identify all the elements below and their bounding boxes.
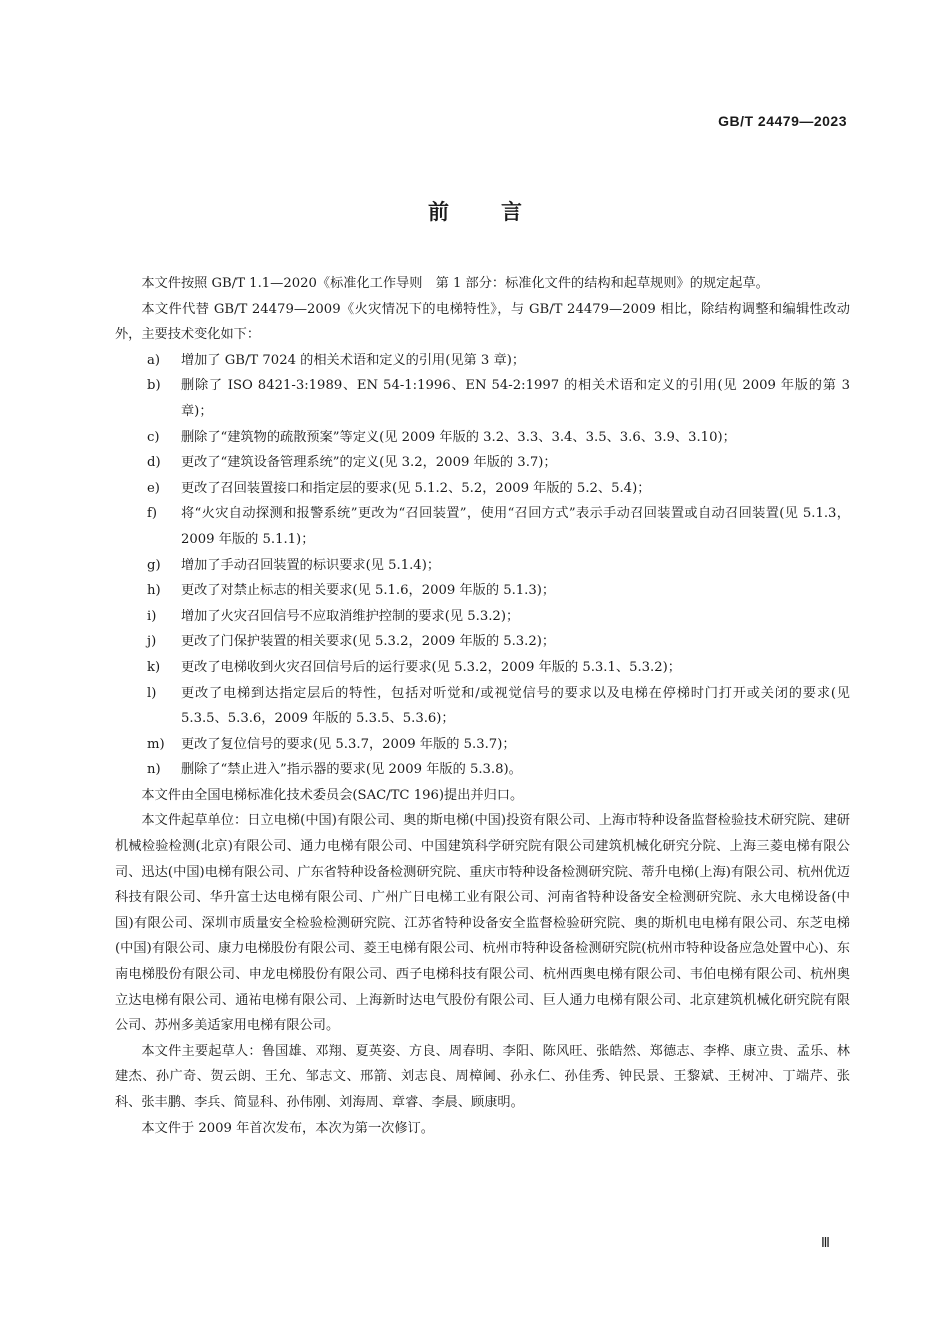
change-item-label: b)	[147, 378, 161, 394]
closing-paragraph: 本文件由全国电梯标准化技术委员会(SAC/TC 196)提出并归口。	[141, 787, 524, 803]
document-body	[115, 271, 850, 1141]
change-item-label: h)	[147, 583, 161, 599]
change-list-item	[115, 578, 850, 604]
change-item-text: 增加了手动召回装置的标识要求(见 5.1.4)；	[181, 557, 441, 573]
drafting-units-paragraph: 本文件起草单位：日立电梯(中国)有限公司、奥的斯电梯(中国)投资有限公司、上海市特种设备监督检验技术研究院、建研机械检验检测(北京)有限公司、通力电梯有限公司、中国建筑科学研究院有限公司建筑机械化研究分院、上海三菱电梯有限公司、迅达(中国)电梯有限公司、广东省特种设备检测研究院、重庆市特种设备检测研究院、蒂升电梯(上海)有限公司、杭州优迈科技有限公司、华升富士达电梯有限公司、广州广日电梯工业有限公司、河南省特种设备安全检测研究院、永大电梯设备(中国)有限公司、深圳市质量安全检验检测研究院、江苏省特种设备安全监督检验研究院、奥的斯机电电梯有限公司、东芝电梯(中国)有限公司、康力电梯股份有限公司、菱王电梯有限公司、杭州市特种设备检测研究院(杭州市特种设备应急处置中心)、东南电梯股份有限公司、申龙电梯股份有限公司、西子电梯科技有限公司、杭州西奥电梯有限公司、韦伯电梯有限公司、杭州奥立达电梯有限公司、通祐电梯有限公司、上海新时达电气股份有限公司、巨人通力电梯有限公司、北京建筑机械化研究院有限公司、苏州多美适家用电梯有限公司。	[115, 813, 850, 1034]
changes-list	[115, 348, 850, 783]
change-list-item	[115, 757, 850, 783]
change-list-item	[115, 629, 850, 655]
change-item-text: 更改了“建筑设备管理系统”的定义(见 3.2，2009 年版的 3.7)；	[181, 455, 557, 471]
page-title	[0, 196, 950, 226]
change-item-text: 更改了门保护装置的相关要求(见 5.3.2，2009 年版的 5.3.2)；	[181, 634, 556, 650]
change-list-item	[115, 450, 850, 476]
change-item-label: c)	[147, 429, 160, 445]
change-item-text: 更改了召回装置接口和指定层的要求(见 5.1.2、5.2，2009 年版的 5.2、5.4)；	[181, 480, 651, 496]
revision-history-paragraph: 本文件于 2009 年首次发布，本次为第一次修订。	[141, 1120, 434, 1136]
change-item-text: 增加了 GB/T 7024 的相关术语和定义的引用(见第 3 章)；	[181, 352, 526, 368]
change-item-label: g)	[147, 557, 161, 573]
change-item-text: 更改了复位信号的要求(见 5.3.7，2009 年版的 5.3.7)；	[181, 736, 516, 752]
change-item-text: 删除了 ISO 8421-3:1989、EN 54-1:1996、EN 54-2:1997 的相关术语和定义的引用(见 2009 年版的第 3 章)；	[181, 378, 850, 419]
intro-paragraph: 本文件代替 GB/T 24479—2009《火灾情况下的电梯特性》，与 GB/T 24479—2009 相比，除结构调整和编辑性改动外，主要技术变化如下：	[115, 301, 850, 343]
change-list-item	[115, 501, 850, 552]
change-item-text: 更改了电梯到达指定层后的特性，包括对听觉和/或视觉信号的要求以及电梯在停梯时门打开或关闭的要求(见 5.3.5、5.3.6，2009 年版的 5.3.5、5.3.6)；	[181, 685, 850, 727]
standard-code: GB/T 24479—2023	[718, 113, 847, 129]
change-list-item	[115, 681, 850, 732]
change-list-item	[115, 348, 850, 374]
change-item-text: 增加了火灾召回信号不应取消维护控制的要求(见 5.3.2)；	[181, 608, 520, 624]
change-list-item	[115, 655, 850, 681]
page-number: Ⅲ	[821, 1236, 830, 1251]
change-item-text: 更改了对禁止标志的相关要求(见 5.1.6，2009 年版的 5.1.3)；	[181, 583, 556, 599]
page-title-text: 前言	[428, 200, 574, 224]
change-item-label: m)	[147, 736, 165, 752]
change-item-label: e)	[147, 480, 160, 496]
change-item-label: d)	[147, 455, 161, 471]
change-list-item	[115, 553, 850, 579]
change-list-item	[115, 604, 850, 630]
change-item-label: f)	[147, 506, 158, 522]
change-list-item	[115, 373, 850, 424]
change-list-item	[115, 732, 850, 758]
intro-paragraph: 本文件按照 GB/T 1.1—2020《标准化工作导则 第 1 部分：标准化文件的结构和起草规则》的规定起草。	[141, 276, 769, 291]
change-item-text: 删除了“禁止进入”指示器的要求(见 2009 年版的 5.3.8)。	[181, 762, 522, 778]
drafters-paragraph: 本文件主要起草人：鲁国雄、邓翔、夏英姿、方良、周春明、李阳、陈风旺、张皓然、郑德志、李桦、康立贵、孟乐、林建杰、孙广奇、贺云朗、王允、邹志文、邢箭、刘志良、周樟阃、孙永仁、孙佳秀、钟民景、王黎斌、王树冲、丁端芹、张科、张丰鹏、李兵、简显科、孙伟刚、刘海周、章睿、李晨、顾康明。	[115, 1043, 850, 1110]
change-item-text: 删除了“建筑物的疏散预案”等定义(见 2009 年版的 3.2、3.3、3.4、3.5、3.6、3.9、3.10)；	[181, 429, 736, 445]
change-item-label: l)	[147, 685, 157, 701]
change-item-label: a)	[147, 352, 161, 368]
change-list-item	[115, 425, 850, 451]
change-item-label: i)	[147, 608, 157, 624]
change-item-label: j)	[147, 634, 157, 650]
change-item-label: n)	[147, 762, 161, 778]
change-item-text: 将“火灾自动探测和报警系统”更改为“召回装置”，使用“召回方式”表示手动召回装置或自动召回装置(见 5.1.3，2009 年版的 5.1.1)；	[181, 506, 850, 547]
change-list-item	[115, 476, 850, 502]
change-item-label: k)	[147, 659, 161, 675]
change-item-text: 更改了电梯收到火灾召回信号后的运行要求(见 5.3.2，2009 年版的 5.3.1、5.3.2)；	[181, 659, 681, 675]
